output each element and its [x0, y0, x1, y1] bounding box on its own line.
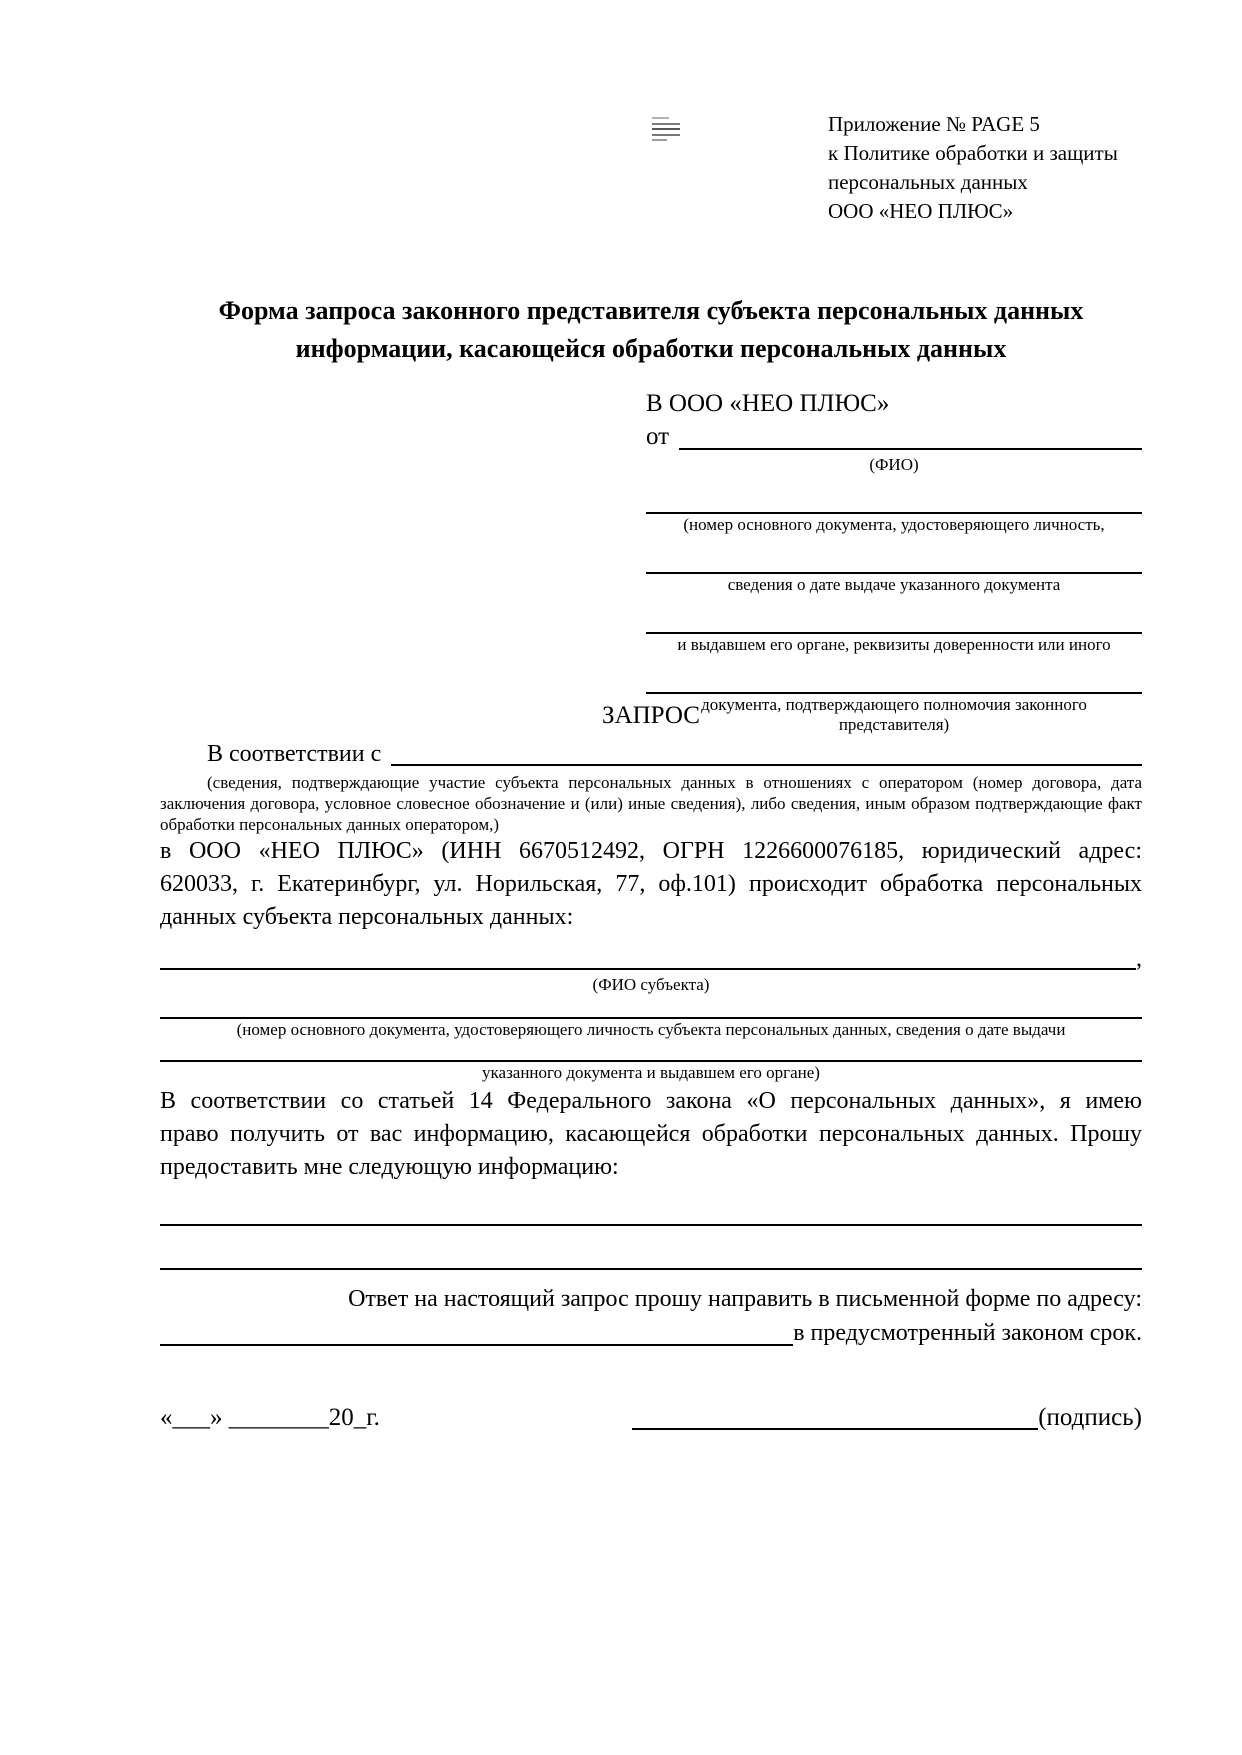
- addressee-block: [646, 388, 1142, 735]
- addressee-company: В ООО «НЕО ПЛЮС»: [646, 390, 890, 417]
- reply-address-line: Ответ на настоящий запрос прошу направить в письменной форме по адресу:: [348, 1286, 1142, 1312]
- blank-issue-date: [646, 572, 1142, 574]
- law-line1: В соответствии со статьей 14 Федерального закона «О персональных данных», я имею: [160, 1088, 1142, 1114]
- form-title-line1: Форма запроса законного представителя субъекта персональных данных: [218, 296, 1084, 325]
- caption-issue-date: сведения о дате выдаче указанного документа: [727, 575, 1061, 594]
- blank-info-2: [160, 1268, 1142, 1270]
- basis-line: [160, 738, 1142, 770]
- operator-line3: данных субъекта персональных данных:: [160, 904, 574, 930]
- blank-reply-address: [160, 1344, 793, 1346]
- caption-subject-fio: (ФИО субъекта): [592, 975, 710, 994]
- annex-header: [828, 110, 1158, 226]
- blank-basis: [391, 764, 1142, 766]
- blank-representative-fio: [679, 448, 1142, 450]
- request-body: [160, 700, 1142, 1434]
- reply-address-blank-line: [160, 1316, 1142, 1350]
- policy-line-2: персональных данных: [828, 170, 1028, 194]
- blank-doc-number: [646, 512, 1142, 514]
- basis-fine-print: [160, 772, 1142, 835]
- operator-paragraph: [160, 835, 1142, 934]
- text-lines-icon: [652, 117, 680, 141]
- reply-term-text: в предусмотренный законом срок.: [793, 1320, 1142, 1346]
- blank-authority-doc: [646, 692, 1142, 694]
- signature-group: [632, 1402, 1142, 1434]
- subject-fio-line: [160, 944, 1142, 974]
- fine-print-line3: обработки персональных данных оператором,): [160, 815, 500, 834]
- caption-subject-doc-1: (номер основного документа, удостоверяющего личность субъекта персональных данных, сведения о дате выдачи: [236, 1020, 1066, 1039]
- date-line: «___» ________20_г.: [160, 1404, 380, 1431]
- blank-info-1: [160, 1224, 1142, 1226]
- policy-line-1: к Политике обработки и защиты: [828, 141, 1118, 165]
- company-name-line: ООО «НЕО ПЛЮС»: [828, 199, 1014, 223]
- law-line2: право получить от вас информацию, касающейся обработки персональных данных. Прошу: [160, 1121, 1142, 1147]
- fine-print-line1: (сведения, подтверждающие участие субъекта персональных данных в отношениях с оператором (номер договора, дата: [207, 773, 1142, 792]
- operator-line2: 620033, г. Екатеринбург, ул. Норильская, 77, оф.101) происходит обработка персональных: [160, 871, 1142, 897]
- form-title-line2: информации, касающейся обработки персональных данных: [295, 334, 1007, 363]
- blank-signature: [632, 1428, 1038, 1430]
- from-label: от: [646, 423, 670, 450]
- blank-issuer: [646, 632, 1142, 634]
- subject-line-comma: ,: [1136, 946, 1142, 972]
- basis-label: В соответствии с: [207, 741, 382, 767]
- blank-subject-doc: [160, 1017, 1142, 1019]
- caption-subject-doc-2: указанного документа и выдавшем его органе): [482, 1063, 820, 1082]
- fine-print-line2: заключения договора, условное словесное обозначение и (или) иные сведения), либо сведения, иным образом подтверждающие факт: [160, 794, 1142, 813]
- annex-number-line: Приложение № PAGE 5: [828, 112, 1040, 136]
- law-line3: предоставить мне следующую информацию:: [160, 1154, 619, 1180]
- blank-subject-fio: [160, 968, 1136, 970]
- caption-fio: (ФИО): [869, 455, 919, 474]
- signature-row: [160, 1402, 1142, 1434]
- form-title: [160, 292, 1142, 368]
- operator-line1: в ООО «НЕО ПЛЮС» (ИНН 6670512492, ОГРН 1226600076185, юридический адрес:: [160, 838, 1142, 864]
- caption-authority-doc: документа, подтверждающего полномочия законного представителя): [701, 695, 1087, 734]
- from-line: [646, 420, 1142, 454]
- caption-issuer: и выдавшем его органе, реквизиты доверенности или иного: [677, 635, 1111, 654]
- law-paragraph: [160, 1085, 1142, 1184]
- caption-doc-number: (номер основного документа, удостоверяющего личность,: [683, 515, 1105, 534]
- request-heading: ЗАПРОС: [602, 702, 700, 729]
- caption-signature: (подпись): [1038, 1404, 1142, 1431]
- blank-subject-doc-2: [160, 1060, 1142, 1062]
